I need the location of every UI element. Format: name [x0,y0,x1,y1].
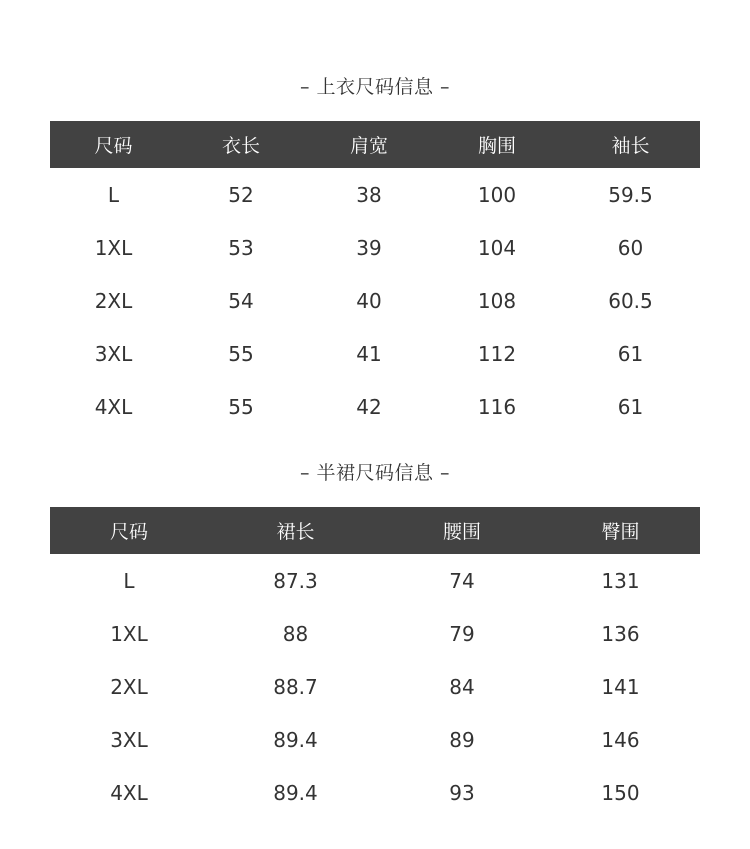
table-row [50,221,700,274]
table-cell: 146 [601,727,640,752]
column-header: 尺码 [50,507,208,554]
table-row [50,554,700,607]
table-cell: 108 [477,288,517,313]
table-cell: 150 [601,780,640,805]
table-cell: 42 [356,394,382,419]
table-cell: 104 [477,235,517,260]
table-row [50,274,700,327]
column-header: 肩宽 [305,121,433,168]
table-row [50,327,700,380]
column-header: 胸围 [433,121,561,168]
table-row [50,713,700,766]
table-cell: 4XL [110,780,148,805]
table-cell: 79 [449,621,475,646]
table-cell: 1XL [110,621,148,646]
table-cell: 61 [617,341,644,366]
table-cell: 2XL [110,674,148,699]
table-cell: 87.3 [273,568,318,593]
table-cell: 112 [477,341,517,366]
table-cell: 4XL [94,394,133,419]
table-cell: 136 [601,621,640,646]
table-row [50,168,700,221]
table-cell: 88 [282,621,309,646]
column-header: 腰围 [383,507,541,554]
table-cell: 88.7 [273,674,318,699]
table-row [50,766,700,819]
table-cell: 89 [449,727,475,752]
column-header: 裙长 [208,507,383,554]
table-cell: 59.5 [608,182,653,207]
column-header: 袖长 [561,121,700,168]
table-cell: 41 [356,341,382,366]
table-row [50,660,700,713]
table-cell: 55 [228,341,254,366]
table-cell: L [107,182,120,207]
column-header: 臀围 [541,507,700,554]
table-cell: 2XL [94,288,133,313]
table-cell: 89.4 [273,780,318,805]
table-cell: L [123,568,135,593]
table-cell: 39 [356,235,382,260]
table-cell: 3XL [110,727,148,752]
table-cell: 3XL [94,341,133,366]
table-cell: 52 [228,182,254,207]
table-cell: 53 [228,235,254,260]
table-cell: 60.5 [608,288,653,313]
skirt-size-title: – 半裙尺码信息 – [299,462,451,484]
table-cell: 131 [601,568,640,593]
column-header: 衣长 [177,121,305,168]
table-cell: 38 [356,182,382,207]
table-cell: 74 [449,568,475,593]
table-cell: 84 [449,674,475,699]
table-cell: 1XL [94,235,133,260]
table-cell: 55 [228,394,254,419]
skirt-size-table [50,507,700,819]
table-header-row [50,507,700,554]
column-header: 尺码 [50,121,177,168]
top-size-title: – 上衣尺码信息 – [299,76,451,98]
table-cell: 100 [477,182,517,207]
top-size-table [50,121,700,433]
table-row [50,380,700,433]
table-header-row [50,121,700,168]
table-row [50,607,700,660]
table-cell: 40 [356,288,382,313]
table-cell: 61 [617,394,644,419]
table-cell: 141 [601,674,640,699]
table-cell: 116 [477,394,517,419]
table-cell: 54 [228,288,254,313]
table-cell: 89.4 [273,727,318,752]
table-cell: 93 [449,780,475,805]
table-cell: 60 [617,235,644,260]
